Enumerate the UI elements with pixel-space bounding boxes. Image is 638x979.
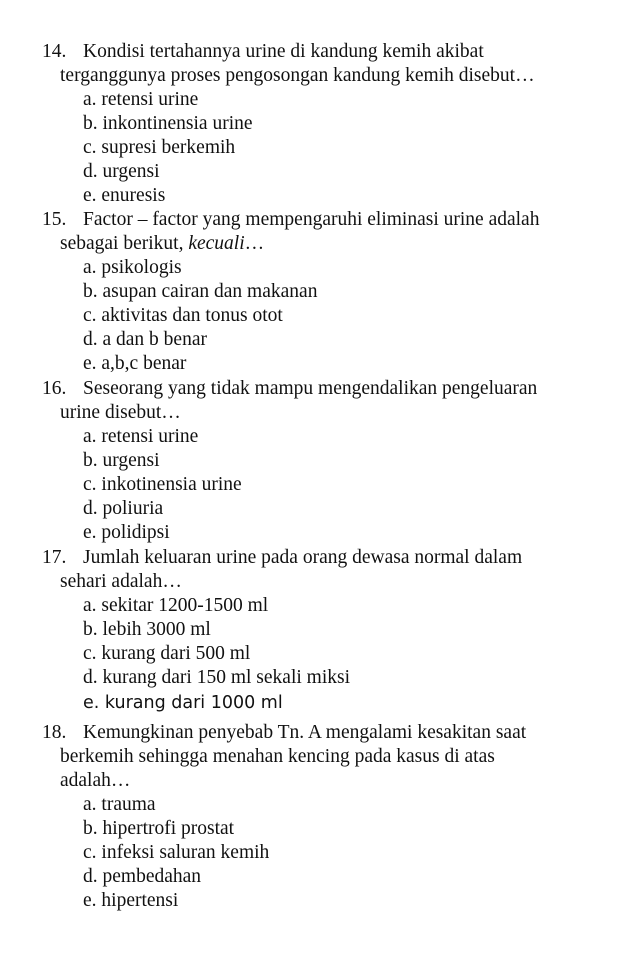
question-text: Factor – factor yang mempengaruhi eliminasi urine adalah: [83, 209, 540, 230]
question-number: 16.: [42, 378, 67, 399]
option-a: a. psikologis: [83, 257, 182, 278]
question-number: 18.: [42, 722, 67, 743]
option-c: c. supresi berkemih: [83, 137, 236, 158]
option-b: b. lebih 3000 ml: [83, 619, 211, 640]
option-a: a. retensi urine: [83, 426, 199, 447]
option-a: a. sekitar 1200-1500 ml: [83, 595, 269, 616]
question-text: Seseorang yang tidak mampu mengendalikan pengeluaran: [83, 378, 538, 399]
question-text-continued: adalah…: [60, 770, 131, 791]
question-text: Kemungkinan penyebab Tn. A mengalami kesakitan saat: [83, 722, 527, 743]
question-number: 15.: [42, 209, 67, 230]
option-c: c. aktivitas dan tonus otot: [83, 305, 283, 326]
question-text-continued: berkemih sehingga menahan kencing pada kasus di atas: [60, 746, 495, 767]
option-b: b. urgensi: [83, 450, 160, 471]
question-text-continued: urine disebut…: [60, 402, 181, 423]
option-e: e. a,b,c benar: [83, 353, 187, 374]
option-b: b. asupan cairan dan makanan: [83, 281, 318, 302]
question-number: 14.: [42, 41, 67, 62]
question-text: Jumlah keluaran urine pada orang dewasa normal dalam: [83, 547, 523, 568]
option-c: c. kurang dari 500 ml: [83, 643, 251, 664]
question-number: 17.: [42, 547, 67, 568]
option-b: b. inkontinensia urine: [83, 113, 253, 134]
question-text-continued: terganggunya proses pengosongan kandung kemih disebut…: [60, 65, 535, 86]
emphasized-word: kecuali: [188, 233, 245, 254]
option-d: d. a dan b benar: [83, 329, 207, 350]
option-e: e. enuresis: [83, 185, 166, 206]
option-e: e. hipertensi: [83, 890, 179, 911]
option-a: a. retensi urine: [83, 89, 199, 110]
option-e: e. kurang dari 1000 ml: [83, 693, 283, 713]
option-d: d. kurang dari 150 ml sekali miksi: [83, 667, 351, 688]
option-d: d. pembedahan: [83, 866, 202, 887]
option-a: a. trauma: [83, 794, 156, 815]
question-text-suffix: …: [244, 233, 265, 254]
option-e: e. polidipsi: [83, 522, 170, 543]
question-text-prefix: sebagai berikut,: [60, 233, 189, 254]
option-c: c. infeksi saluran kemih: [83, 842, 270, 863]
option-c: c. inkotinensia urine: [83, 474, 242, 495]
question-text: Kondisi tertahannya urine di kandung kemih akibat: [83, 41, 484, 62]
question-text-continued: [60, 232, 264, 256]
question-text-continued: sehari adalah…: [60, 571, 182, 592]
option-d: d. poliuria: [83, 498, 164, 519]
option-b: b. hipertrofi prostat: [83, 818, 235, 839]
option-d: d. urgensi: [83, 161, 160, 182]
